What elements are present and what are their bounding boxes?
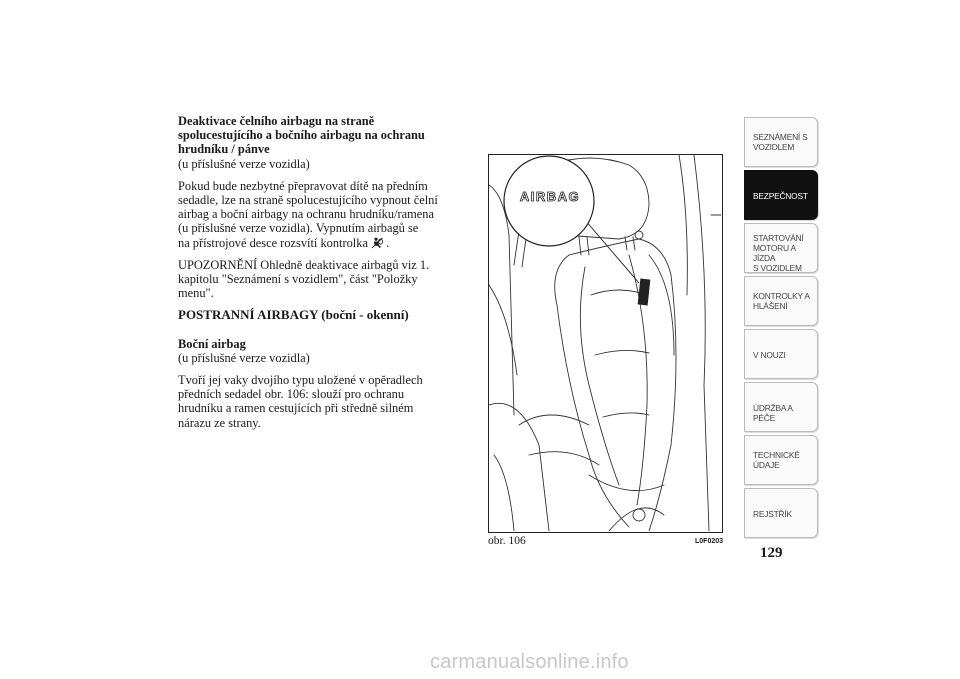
side-airbag-marker xyxy=(638,279,651,306)
seat-drawing xyxy=(489,155,721,531)
sub-heading: Boční airbag xyxy=(178,336,246,351)
tab-kontrolky[interactable]: KONTROLKY A HLÁŠENÍ xyxy=(744,276,818,326)
tab-rejstrik[interactable]: REJSTŘÍK xyxy=(744,488,818,538)
paragraph-deactivation: Pokud bude nezbytné přepravovat dítě na předním sedadle, lze na straně spolucestujícího vypnout čelní airbag a boční airbagy na ochranu hrudníku/ramena (u příslušné verze vozidla). Vypnutím airbagů se na přístrojové desce rozsvítí kontrolka . xyxy=(178,178,438,250)
version-note: (u příslušné verze vozidla) xyxy=(178,350,310,365)
tab-seznameni[interactable]: SEZNÁMENÍ S VOZIDLEM xyxy=(744,117,818,167)
figure-caption: obr. 106 xyxy=(488,535,526,547)
main-text-column xyxy=(178,114,468,438)
side-airbag-intro xyxy=(178,337,468,365)
tab-technicke[interactable]: TECHNICKÉ ÚDAJE xyxy=(744,435,818,485)
page-number: 129 xyxy=(760,545,783,561)
figure-code: L0F0203 xyxy=(695,538,724,545)
passenger-airbag-off-icon xyxy=(371,237,383,249)
paragraph-side-airbag: Tvoří jej vaky dvojího typu uložené v opěradlech předních sedadel obr. 106: slouží pro ochranu hrudníku a ramen cestujících při středně silném nárazu ze strany. xyxy=(178,373,423,430)
tab-bezpecnost[interactable]: BEZPEČNOST xyxy=(744,170,818,220)
tab-v-nouzi[interactable]: V NOUZI xyxy=(744,329,818,379)
chapter-tabs xyxy=(744,117,818,541)
tab-startovani[interactable]: STARTOVÁNÍ MOTORU A JÍZDA S VOZIDLEM xyxy=(744,223,818,273)
paragraph-warning: UPOZORNĚNÍ Ohledně deaktivace airbagů viz 1. kapitolu "Seznámení s vozidlem", část "Položky menu". xyxy=(178,257,430,301)
tab-udrzba[interactable]: ÚDRŽBA A PÉČE xyxy=(744,382,818,432)
version-note: (u příslušné verze vozidla) xyxy=(178,156,310,171)
airbag-label: AIRBAG xyxy=(519,189,581,204)
section-heading-side-airbags: POSTRANNÍ AIRBAGY (boční - okenní) xyxy=(178,307,409,323)
seat-airbag-illustration xyxy=(488,154,723,533)
watermark: carmanualsonline.info xyxy=(430,651,629,673)
section-title: Deaktivace čelního airbagu na straně spolucestujícího a bočního airbagu na ochranu hrudníku / pánve (u příslušné verze vozidla) xyxy=(178,114,468,171)
